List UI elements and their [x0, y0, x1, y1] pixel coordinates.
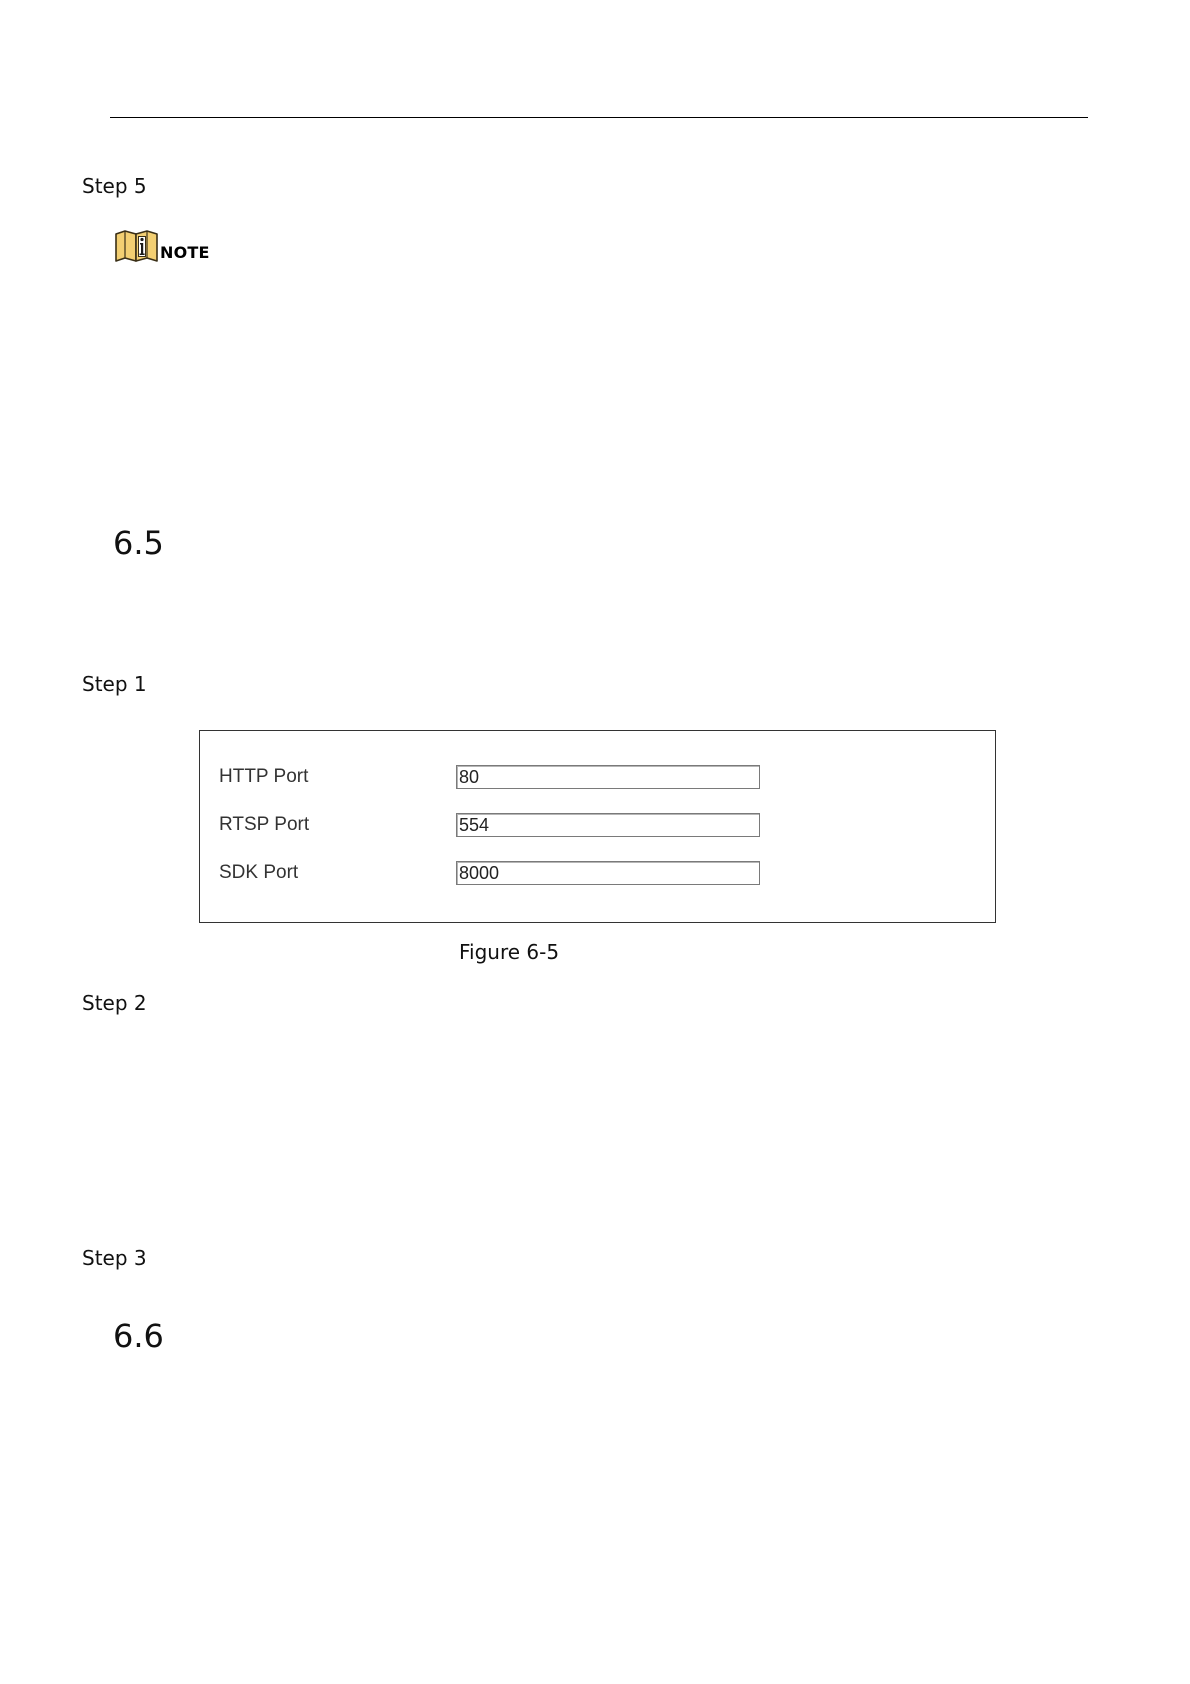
- step-5-label: Step 5: [82, 174, 147, 198]
- sdk-port-label: SDK Port: [219, 862, 299, 883]
- sdk-port-input[interactable]: 8000: [456, 861, 760, 885]
- http-port-label: HTTP Port: [219, 766, 309, 787]
- note-label: NOTE: [160, 243, 210, 262]
- rtsp-port-label: RTSP Port: [219, 814, 310, 835]
- note-callout: [114, 228, 210, 264]
- note-book-icon: [114, 228, 159, 264]
- http-port-row: [200, 764, 995, 790]
- sdk-port-row: [200, 860, 995, 886]
- section-6-6-number: 6.6: [113, 1317, 164, 1355]
- port-settings-figure: [199, 730, 996, 923]
- step-1-label: Step 1: [82, 672, 147, 696]
- step-2-label: Step 2: [82, 991, 147, 1015]
- rtsp-port-input[interactable]: 554: [456, 813, 760, 837]
- rtsp-port-row: [200, 812, 995, 838]
- section-6-5-number: 6.5: [113, 524, 164, 562]
- figure-caption: Figure 6-5: [459, 940, 560, 964]
- step-3-label: Step 3: [82, 1246, 147, 1270]
- http-port-input[interactable]: 80: [456, 765, 760, 789]
- header-rule: [110, 117, 1088, 118]
